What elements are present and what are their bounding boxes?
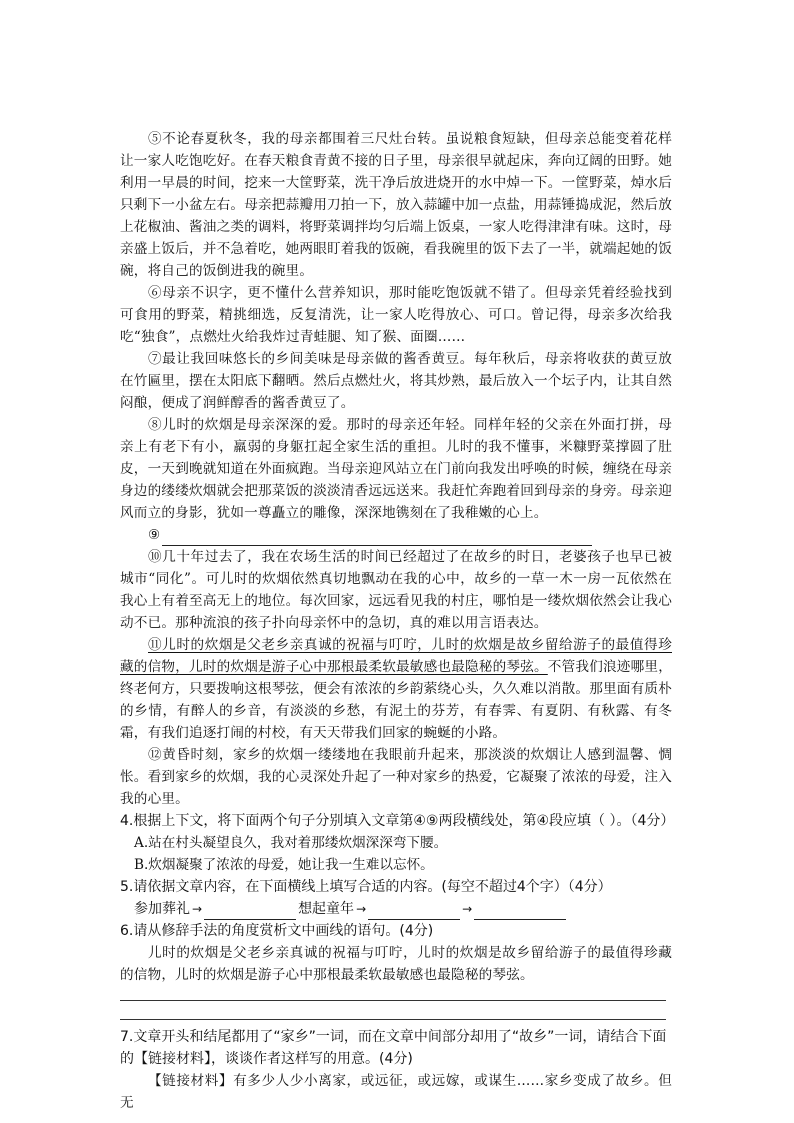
answer-line-2[interactable] [120, 1019, 666, 1020]
flow-middle-label: 想起童年 [298, 901, 355, 917]
paragraph-11 [120, 634, 672, 744]
question-7-material: 【链接材料】有多少人少小离家，或远征，或远嫁，或谋生……家乡变成了故乡。但无 [120, 1073, 672, 1111]
flow-blank-3[interactable] [474, 905, 566, 920]
question-4: 4.根据上下文，将下面两个句子分别填入文章第④⑨两段横线处，第④段应填（ ）。（4分） [120, 813, 675, 829]
arrow-icon: → [462, 902, 473, 916]
flow-start-label: 参加葬礼 [134, 901, 190, 917]
question-7: 7.文章开头和结尾都用了“家乡”一词，而在文章中间部分却用了“故乡”一词，请结合下面的【链接材料】，谈谈作者这样写的用意。(4分) [120, 1029, 667, 1067]
arrow-icon: → [356, 902, 367, 916]
paragraph-11-rest: 不管我们浪迹哪里，终老何方，只要拨响这根琴弦，便会有浓浓的乡韵萦绕心头，久久难以消散。那里面有质朴的乡情，有醉人的乡音，有淡淡的乡愁，有泥土的芬芳，有春霁、有夏阴、有秋露、有冬霜，有我们追逐打闹的村校，有天天带我们回家的蜿蜒的小路。 [120, 659, 672, 741]
paragraph-7: ⑦最让我回味悠长的乡间美味是母亲做的酱香黄豆。每年秋后，母亲将收获的黄豆放在竹匾里，摆在太阳底下翻晒。然后点燃灶火，将其炒熟，最后放入一个坛子内，让其自然闷酿，便成了润鲜醇香的酱香黄豆了。 [120, 351, 672, 411]
question-4-option-b: B.炊烟凝聚了浓浓的母爱，她让我一生难以忘怀。 [134, 857, 434, 873]
paragraph-9-fill-blank[interactable] [162, 531, 592, 546]
paragraph-5: ⑤不论春夏秋冬，我的母亲都围着三尺灶台转。虽说粮食短缺，但母亲总能变着花样让一家人吃饱吃好。在春天粮食青黄不接的日子里，母亲很早就起床，奔向辽阔的田野。她利用一早晨的时间，挖来一大筐野菜，洗干净后放进烧开的水中焯一下。一筐野菜，焯水后只剩下一小盆左右。母亲把蒜瓣用刀拍一下，放入蒜罐中加一点盐，用蒜锤捣成泥，然后放上花椒油、酱油之类的调料，将野菜调拌均匀后端上饭桌，一家人吃得津津有味。这时，母亲盛上饭后，并不急着吃，她两眼盯着我的饭碗，看我碗里的饭下去了一半，就端起她的饭碗，将自己的饭倒进我的碗里。 [120, 131, 672, 279]
paragraph-8: ⑧儿时的炊烟是母亲深深的爱。那时的母亲还年轻。同样年轻的父亲在外面打拼，母亲上有老下有小，羸弱的身躯扛起全家生活的重担。儿时的我不懂事，米糠野菜撑圆了肚皮，一天到晚就知道在外面疯跑。当母亲迎风站立在门前向我发出呼唤的时候，缠绕在母亲身边的缕缕炊烟就会把那菜饭的淡淡清香远远送来。我赶忙奔跑着回到母亲的身旁。母亲迎风而立的身影，犹如一尊矗立的雕像，深深地镌刻在了我稚嫩的心上。 [120, 417, 672, 521]
question-6-quote: 儿时的炊烟是父老乡亲真诚的祝福与叮咛，儿时的炊烟是故乡留给游子的最值得珍藏的信物，儿时的炊烟是游子心中那根最柔软最敏感也最隐秘的琴弦。 [120, 945, 672, 983]
paragraph-12: ⑫黄昏时刻，家乡的炊烟一缕缕地在我眼前升起来，那淡淡的炊烟让人感到温馨、惆怅。看到家乡的炊烟，我的心灵深处升起了一种对家乡的热爱，它凝聚了浓浓的母爱，注入我的心里。 [120, 747, 672, 807]
answer-line-1[interactable] [120, 1000, 666, 1001]
question-6: 6.请从修辞手法的角度赏析文中画线的语句。(4分) [120, 923, 434, 939]
paragraph-6: ⑥母亲不识字，更不懂什么营养知识，那时能吃饱饭就不错了。但母亲凭着经验找到可食用的野菜，精挑细选，反复清洗，让一家人吃得放心、可口。曾记得，母亲多次给我吃“独食”，点燃灶火给我炸过青蛙腿、知了猴、面圈…… [120, 285, 672, 345]
paragraph-9-number: ⑨ [148, 527, 161, 543]
question-5-flow [120, 898, 672, 920]
question-4-option-a: A.站在村头凝望良久，我对着那缕炊烟深深弯下腰。 [134, 835, 448, 851]
underlined-sentence: ⑪儿时的炊烟是父老乡亲真诚的祝福与叮咛，儿时的炊烟是故乡留给游子的最值得珍藏的信物，儿时的炊烟是游子心中那根最柔软最敏感也最隐秘的琴弦。 [120, 637, 672, 675]
flow-blank-1[interactable] [204, 905, 296, 920]
paragraph-10: ⑩几十年过去了，我在农场生活的时间已经超过了在故乡的时日，老婆孩子也早已被城市“同化”。可儿时的炊烟依然真切地飘动在我的心中，故乡的一草一木一房一瓦依然在我心上有着至高无上的地位。每次回家，远远看见我的村庄，哪怕是一缕炊烟依然会让我心动不已。那种流浪的孩子扑向母亲怀中的急切，真的难以用言语表达。 [120, 549, 672, 631]
question-5: 5.请依据文章内容，在下面横线上填写合适的内容。(每空不超过4个字）（4分） [120, 879, 612, 895]
flow-blank-2[interactable] [368, 905, 460, 920]
article-body [120, 128, 675, 1114]
paragraph-9 [120, 524, 672, 546]
arrow-icon: → [192, 902, 203, 916]
